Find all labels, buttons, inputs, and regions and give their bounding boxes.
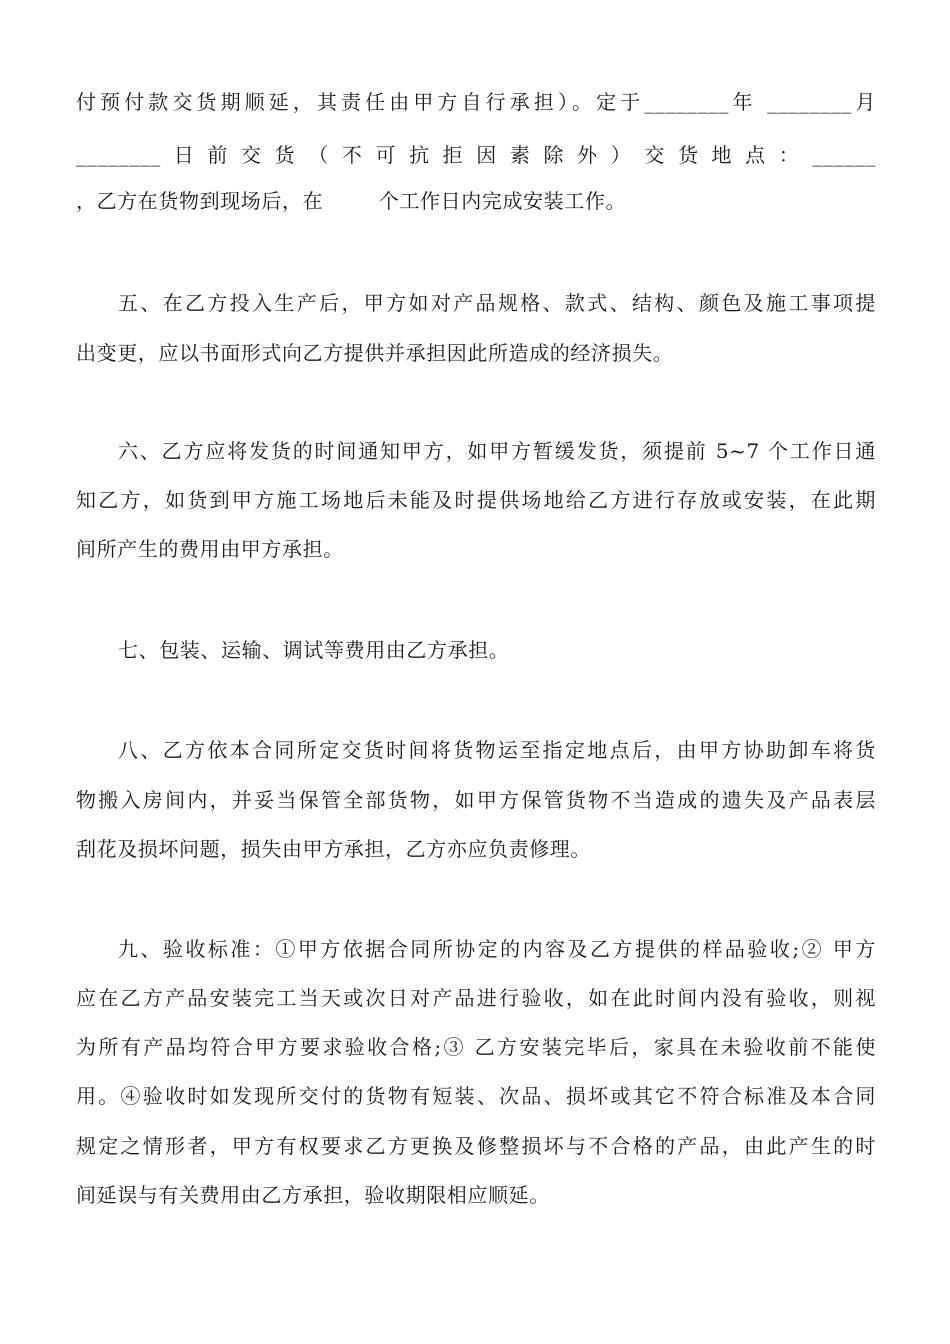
clause-8-line-1: 八、乙方依本合同所定交货时间将货物运至指定地点后，由甲方协助卸车将货 bbox=[118, 738, 876, 762]
clause-9-line-3: 为所有产品均符合甲方要求验收合格;③ 乙方安装完毕后，家具在未验收前不能使 bbox=[76, 1035, 876, 1059]
clause-9-line-1: 九、验收标准：①甲方依据合同所协定的内容及乙方提供的样品验收;② 甲方 bbox=[118, 937, 876, 961]
clause-9-line-2: 应在乙方产品安装完工当天或次日对产品进行验收，如在此时间内没有验收，则视 bbox=[76, 986, 876, 1010]
clause-5-line-2: 出变更，应以书面形式向乙方提供并承担因此所造成的经济损失。 bbox=[76, 341, 674, 365]
clause-6-line-1: 六、乙方应将发货的时间通知甲方，如甲方暂缓发货，须提前 5~7 个工作日通 bbox=[118, 439, 876, 463]
clause-9-line-4: 用。④验收时如发现所交付的货物有短装、次品、损坏或其它不符合标准及本合同 bbox=[76, 1084, 876, 1108]
clause-9-line-6: 间延误与有关费用由乙方承担，验收期限相应顺延。 bbox=[76, 1183, 550, 1207]
clause-7-line-1: 七、包装、运输、调试等费用由乙方承担。 bbox=[118, 638, 510, 662]
clause-9-line-5: 规定之情形者，甲方有权要求乙方更换及修整损坏与不合格的产品，由此产生的时 bbox=[76, 1134, 876, 1158]
clause-6-line-3: 间所产生的费用由甲方承担。 bbox=[76, 537, 344, 561]
clause-4-line-2: ________日前交货（不可抗拒因素除外）交货地点：______ bbox=[76, 143, 876, 167]
clause-4-line-1: 付预付款交货期顺延，其责任由甲方自行承担）。定于________年 ________月 bbox=[76, 90, 876, 114]
clause-4-line-3: ，乙方在货物到现场后，在 个工作日内完成安装工作。 bbox=[76, 189, 627, 213]
clause-5-line-1: 五、在乙方投入生产后，甲方如对产品规格、款式、结构、颜色及施工事项提 bbox=[118, 291, 876, 315]
clause-8-line-3: 刮花及损坏问题，损失由甲方承担，乙方亦应负责修理。 bbox=[76, 837, 591, 861]
clause-6-line-2: 知乙方，如货到甲方施工场地后未能及时提供场地给乙方进行存放或安装，在此期 bbox=[76, 488, 876, 512]
clause-8-line-2: 物搬入房间内，并妥当保管全部货物，如甲方保管货物不当造成的遗失及产品表层 bbox=[76, 788, 876, 812]
